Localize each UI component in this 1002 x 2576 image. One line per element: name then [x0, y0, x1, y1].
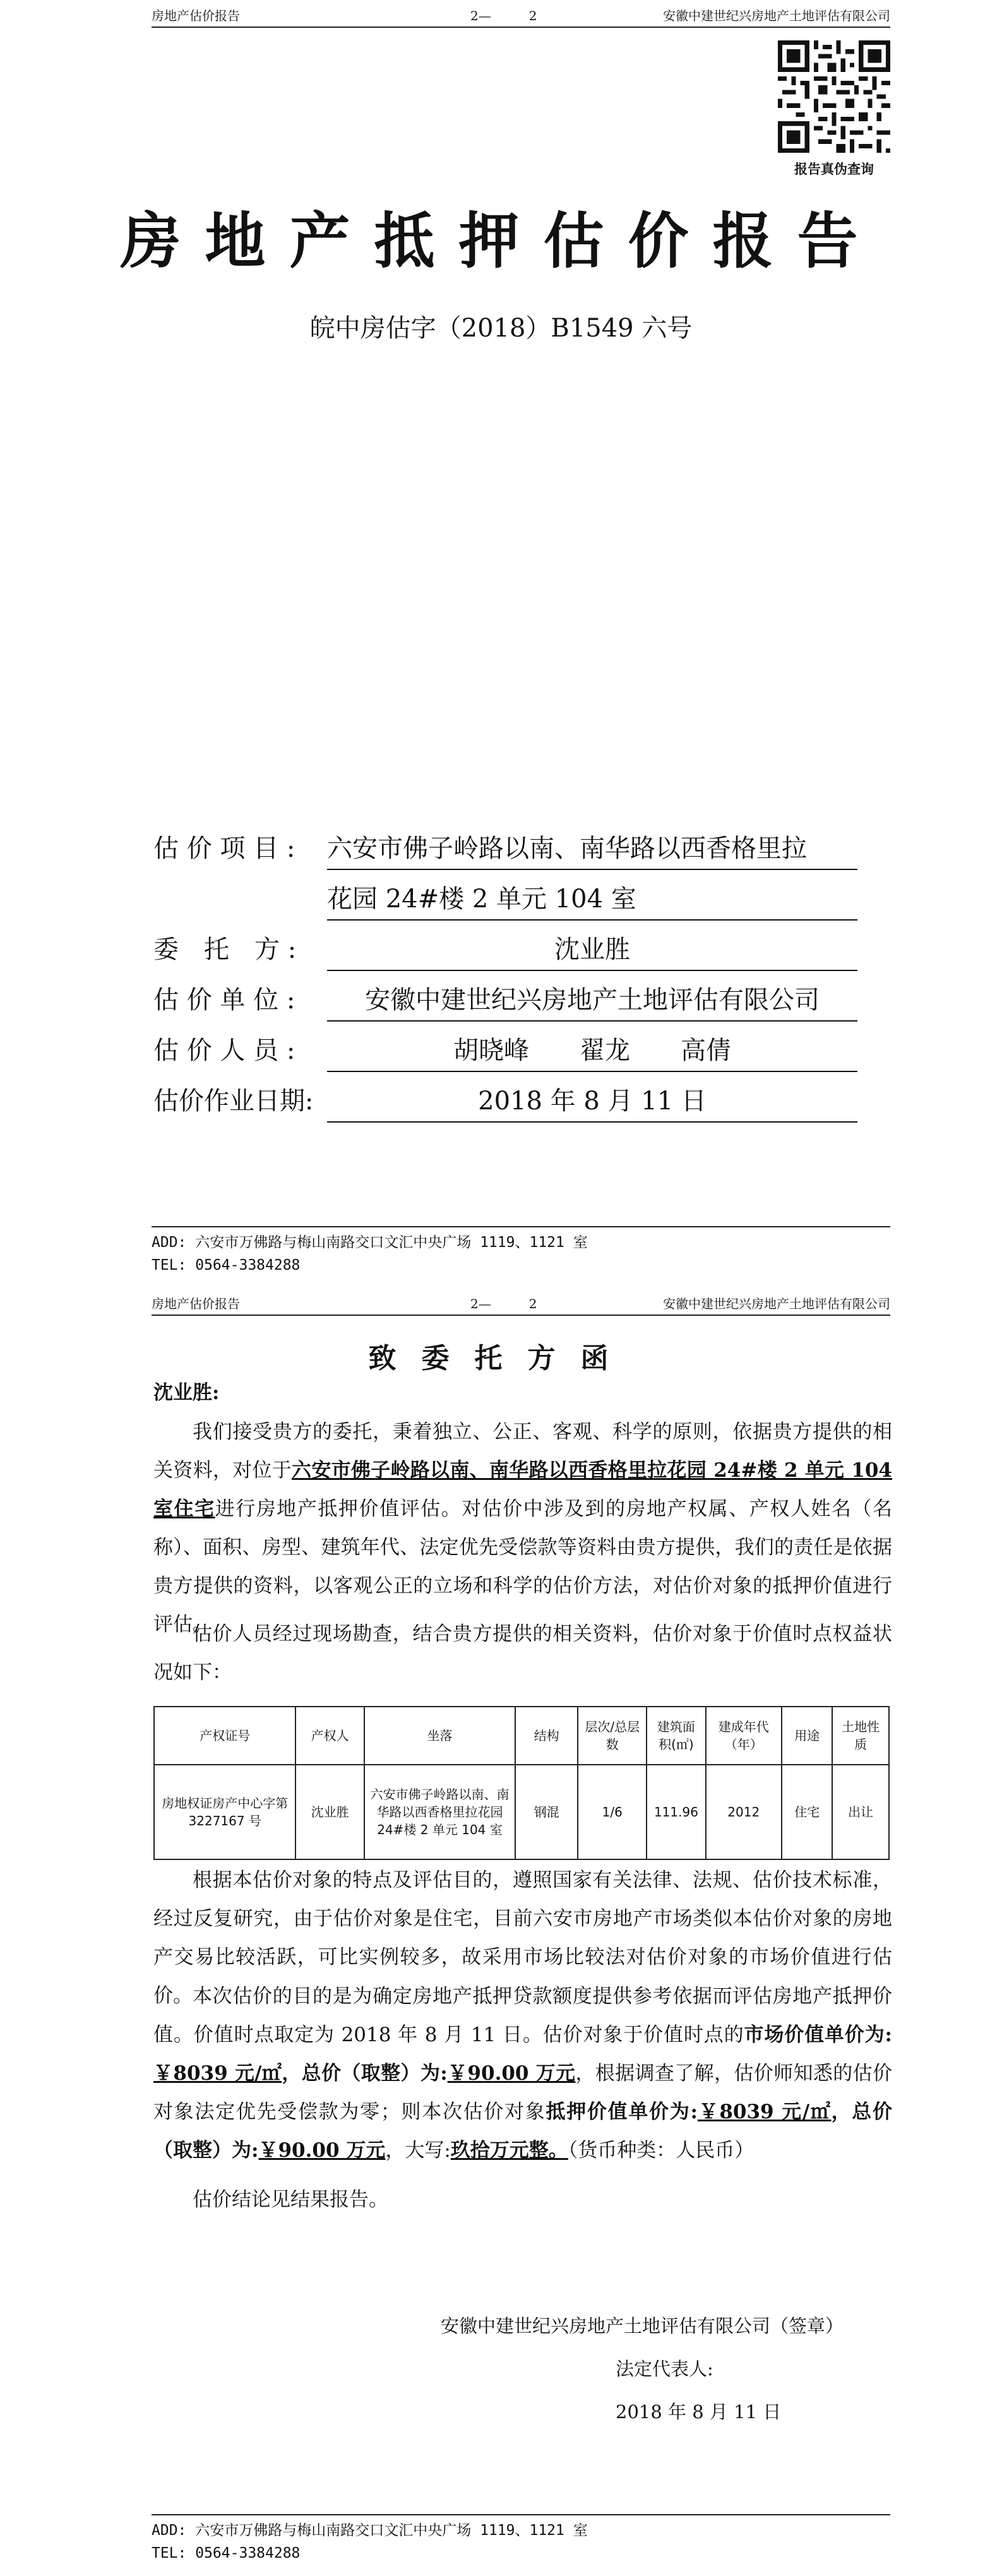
info-label: 估 价 项 目 : [153, 834, 295, 863]
info-value: 2018 年 8 月 11 日 [327, 1081, 857, 1123]
p4-text-cont: ，根据调查了解，估价师知悉的估价对象法定优先受偿款为零 [153, 2062, 892, 2123]
column-header: 结构 [515, 1707, 578, 1765]
cell-owner: 沈业胜 [295, 1765, 364, 1859]
cell-floor: 1/6 [578, 1765, 647, 1859]
property-address: 六安市佛子岭路以南、南华路以西香格里拉花园 24#楼 2 单元 104 室住宅 [153, 1459, 893, 1520]
p4-text: 本次估价的目的是为确定房地产抵押贷款额度提供参考依据而评估房地产抵押价值。价值时点取定为 2018 年 8 月 11 日。估价对象于价值时点的 [153, 1985, 892, 2046]
paragraph-2: 估价人员经过现场勘查，结合贵方提供的相关资料，估价对象于价值时点权益状况如下： [153, 1623, 892, 1684]
paragraph-4 [153, 1977, 892, 2170]
currency-note: （货币种类：人民币） [568, 2139, 754, 2162]
cell-usage: 住宅 [782, 1765, 832, 1859]
header-left: 房地产估价报告 [152, 1296, 240, 1311]
column-header: 产权人 [295, 1707, 364, 1765]
header-page-number: 2— 2 [470, 8, 537, 23]
cell-area: 111.96 [647, 1765, 705, 1859]
table-header-row [154, 1707, 889, 1765]
table-row [154, 1765, 889, 1859]
market-unit-label: 市场价值单价为: [744, 2024, 892, 2046]
column-header: 产权证号 [154, 1707, 295, 1765]
signature-company: 安徽中建世纪兴房地产土地评估有限公司（签章） [441, 2315, 844, 2337]
letter-page [0, 1288, 1002, 2576]
footer-address: ADD: 六安市万佛路与梅山南路交口文汇中央广场 1119、1121 室 [152, 2522, 588, 2539]
mortgage-unit-price: ￥8039 元/㎡ [697, 2101, 832, 2123]
info-value: 沈业胜 [327, 929, 857, 971]
cell-land-type: 出让 [832, 1765, 889, 1859]
info-value: 花园 24#楼 2 单元 104 室 [327, 879, 857, 921]
mortgage-total-label: ，总价（取整）为: [153, 2101, 892, 2162]
mortgage-total-uppercase: 玖拾万元整。 [450, 2139, 568, 2162]
footer-address: ADD: 六安市万佛路与梅山南路交口文汇中央广场 1119、1121 室 [152, 1234, 588, 1251]
footer-tel: TEL: 0564-3384288 [152, 2545, 301, 2561]
header-page-number: 2— 2 [470, 1296, 537, 1311]
column-header: 坐落 [364, 1707, 516, 1765]
column-header: 土地性质 [832, 1707, 889, 1765]
qr-code-icon[interactable] [778, 40, 890, 153]
p4-upper-label: ，大写: [385, 2139, 451, 2162]
p4-text-cont2: ；则本次估价对象 [380, 2101, 546, 2123]
report-number: 皖中房估字（2018）B1549 六号 [309, 314, 693, 343]
mortgage-unit-label: 抵押价值单价为: [546, 2101, 698, 2123]
info-label: 估 价 单 位 : [153, 986, 295, 1015]
footer-divider [152, 2514, 890, 2515]
footer-divider [152, 1226, 890, 1227]
info-label: 估价作业日期: [153, 1087, 314, 1116]
info-label: 委 托 方 : [153, 935, 297, 964]
market-total-price: ￥90.00 万元 [447, 2062, 576, 2085]
header-company: 安徽中建世纪兴房地产土地评估有限公司 [663, 1296, 890, 1311]
column-header: 用途 [782, 1707, 832, 1765]
mortgage-total-price: ￥90.00 万元 [258, 2139, 386, 2162]
report-title: 房地产抵押估价报告 [120, 205, 882, 277]
page-header [152, 1293, 890, 1316]
salutation: 沈业胜: [153, 1381, 220, 1404]
cell-structure: 钢混 [515, 1765, 578, 1859]
column-header: 建筑面积(㎡) [647, 1707, 705, 1765]
property-table [153, 1706, 890, 1860]
paragraph-1 [153, 1413, 892, 1644]
footer-tel: TEL: 0564-3384288 [152, 1257, 301, 1273]
info-value: 胡晓峰 翟龙 高倩 [327, 1030, 857, 1072]
header-left: 房地产估价报告 [152, 8, 240, 23]
letter-title: 致委托方函 [368, 1342, 634, 1374]
column-header: 层次/总层数 [578, 1707, 647, 1765]
cell-location: 六安市佛子岭路以南、南华路以西香格里拉花园 24#楼 2 单元 104 室 [364, 1765, 516, 1859]
info-label: 估 价 人 员 : [153, 1036, 295, 1065]
market-unit-price: ￥8039 元/㎡ [153, 2062, 282, 2085]
p1-text-cont: 进行房地产抵押价值评估。对估价中涉及到的房地产权属、产权人姓名（名称）、面积、房型、建筑年代、法定优先受偿款等资料由贵方提供，我们的责任是依据贵方提供的资料，以客观公正的立场和科学的估价方法，对估价对象的抵押价值进行评估。 [153, 1498, 893, 1636]
cell-year: 2012 [706, 1765, 782, 1859]
info-value: 安徽中建世纪兴房地产土地评估有限公司 [327, 980, 857, 1022]
column-header: 建成年代（年） [706, 1707, 782, 1765]
p1-text: 我们接受贵方的委托，秉着独立、公正、客观、科学的原则，依据贵方提供的相关资料，对位于 [153, 1421, 892, 1482]
cell-certificate: 房地权证房产中心字第 3227167 号 [154, 1765, 295, 1859]
signature-representative: 法定代表人: [616, 2358, 713, 2380]
market-total-label: ，总价（取整）为: [282, 2062, 448, 2085]
header-company: 安徽中建世纪兴房地产土地评估有限公司 [663, 8, 890, 23]
info-value: 六安市佛子岭路以南、南华路以西香格里拉 [327, 828, 857, 870]
page-header [152, 5, 890, 28]
signature-date: 2018 年 8 月 11 日 [616, 2401, 782, 2423]
paragraph-3: 根据本估价对象的特点及评估目的，遵照国家有关法律、法规、估价技术标准，经过反复研究，由于估价对象是住宅，目前六安市房地产市场类似本估价对象的房地产交易比较活跃，可比实例较多，故采用市场比较法对估价对象的市场价值进行估价。 [153, 1869, 892, 2007]
paragraph-5: 估价结论见结果报告。 [193, 2188, 388, 2211]
qr-caption: 报告真伪查询 [794, 161, 874, 177]
